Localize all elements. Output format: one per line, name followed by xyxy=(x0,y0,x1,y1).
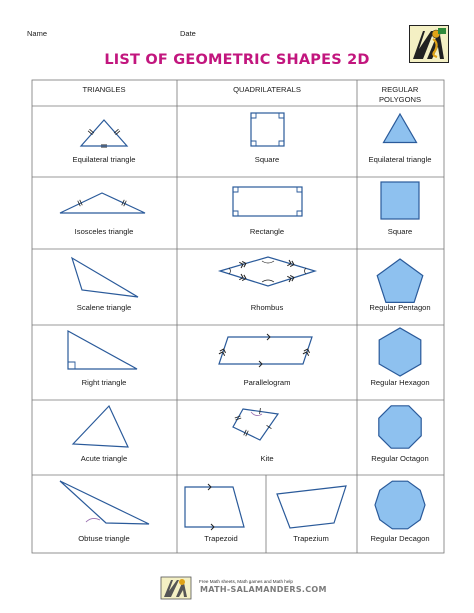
rectangle-shape xyxy=(233,187,302,216)
polygon-label-4: Regular Hexagon xyxy=(370,378,430,387)
table-border xyxy=(32,80,444,553)
quad-label-5: Kite xyxy=(260,454,274,463)
col-header-polygons: POLYGONS xyxy=(378,95,422,104)
regular-decagon-shape xyxy=(375,481,425,529)
footer-tagline: Free Math sheets, Math games and Math help xyxy=(199,579,293,584)
page-title: LIST OF GEOMETRIC SHAPES 2D xyxy=(104,52,370,68)
kite-shape xyxy=(233,409,278,440)
quad-label-7: Trapezium xyxy=(293,534,329,543)
col-header-triangles: TRIANGLES xyxy=(82,85,126,94)
isosceles-triangle-shape xyxy=(60,193,145,213)
right-triangle-shape xyxy=(68,331,137,369)
name-label: Name xyxy=(27,29,48,38)
polygon-label-2: Square xyxy=(387,227,413,236)
col-header-quadrilaterals: QUADRILATERALS xyxy=(233,85,301,94)
triangle-label-4: Right triangle xyxy=(81,378,127,387)
parallelogram-shape xyxy=(219,337,312,364)
polygon-label-1: Equilateral triangle xyxy=(368,155,432,164)
footer-brand: MATH-SALAMANDERS.COM xyxy=(200,585,327,594)
regular-pentagon-shape xyxy=(377,259,423,302)
quad-label-2: Rectangle xyxy=(249,227,285,236)
triangle-label-1: Equilateral triangle xyxy=(72,155,136,164)
quad-label-1: Square xyxy=(254,155,280,164)
polygon-label-5: Regular Octagon xyxy=(371,454,429,463)
acute-triangle-shape xyxy=(73,406,128,447)
triangle-label-5: Acute triangle xyxy=(80,454,128,463)
regular-hexagon-shape xyxy=(379,328,421,376)
footer-logo xyxy=(160,573,196,603)
triangle-label-2: Isosceles triangle xyxy=(74,227,134,236)
trapezoid-shape xyxy=(185,487,244,527)
triangle-label-3: Scalene triangle xyxy=(76,303,132,312)
obtuse-triangle-shape xyxy=(60,481,149,524)
triangle-label-6: Obtuse triangle xyxy=(78,534,130,543)
quad-label-6: Trapezoid xyxy=(204,534,238,543)
col-header-polygons: REGULAR xyxy=(381,85,419,94)
scalene-triangle-shape xyxy=(72,258,138,297)
polygon-label-6: Regular Decagon xyxy=(370,534,430,543)
quad-label-4: Parallelogram xyxy=(243,378,291,387)
regular-triangle-shape xyxy=(384,114,417,143)
equilateral-triangle-shape xyxy=(81,120,127,146)
regular-square-shape xyxy=(381,182,419,219)
date-label: Date xyxy=(180,29,196,38)
trapezium-shape xyxy=(277,486,346,528)
polygon-label-3: Regular Pentagon xyxy=(369,303,431,312)
rhombus-shape xyxy=(220,257,315,286)
regular-octagon-shape xyxy=(379,406,421,448)
quad-label-3: Rhombus xyxy=(250,303,284,312)
